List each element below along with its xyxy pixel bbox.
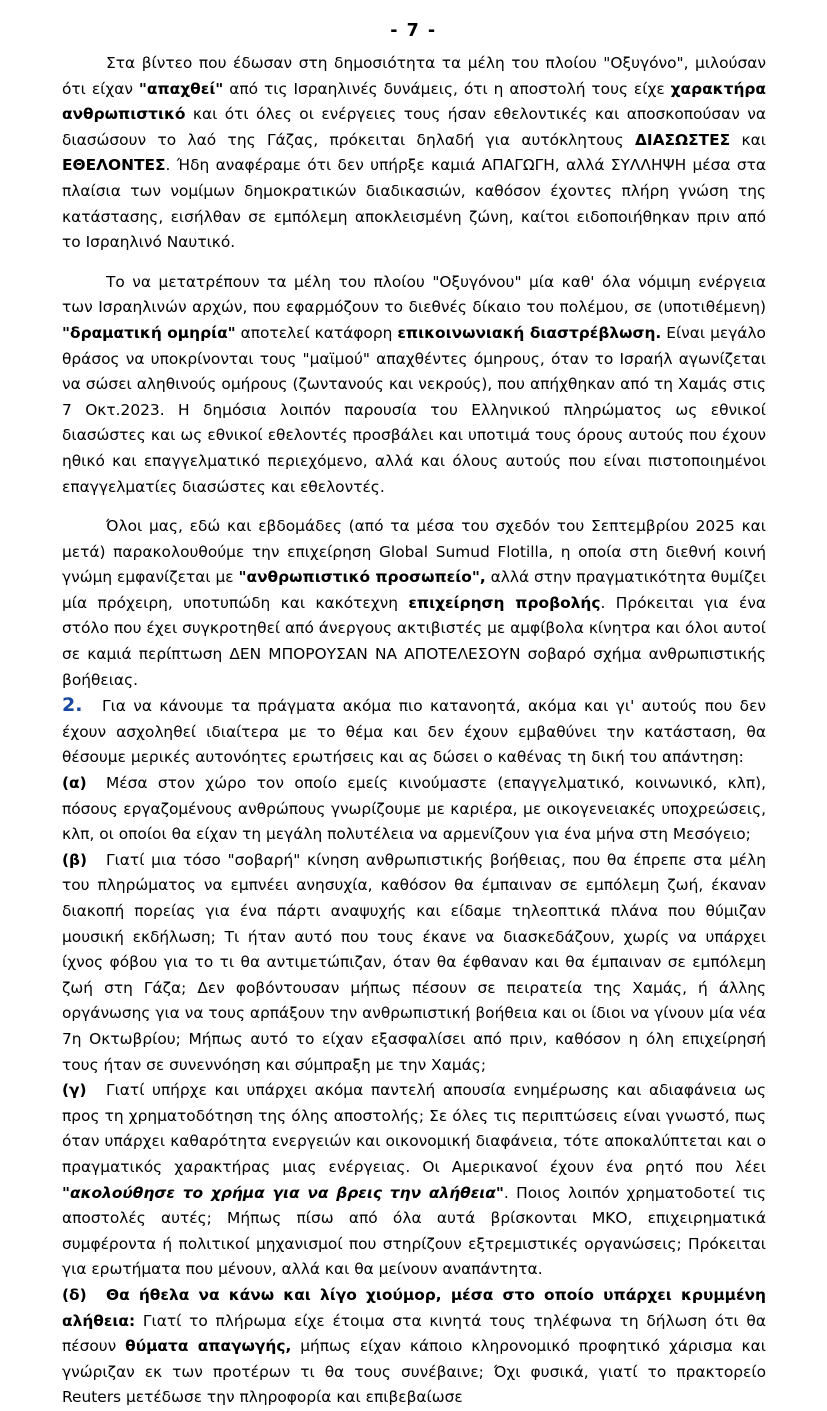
emphasis-run: ΔΙΑΣΩΣΤΕΣ bbox=[635, 130, 731, 149]
paragraph-3: Όλοι μας, εδώ και εβδομάδες (από τα μέσα του σχεδόν του Σεπτεμβρίου 2025 και μετά) παρακολουθούμε την επιχείρηση Global Sumud Flotilla, η οποία στη διεθνή κοινή γνώμη εμφανίζεται με "ανθρωπιστικό προσωπείο", αλλά στην πραγματικότητα θυμίζει μία πρόχειρη, υποτυπώδη και κακότεχνη επιχείρηση προβολής. Πρόκειται για ένα στόλο που έχει συγκροτηθεί από άνεργους ακτιβιστές με αμφίβολα κίνητρα και όλοι αυτοί σε καμιά περίπτωση ΔΕΝ ΜΠΟΡΟΥΣΑΝ ΝΑ ΑΠΟΤΕΛΕΣΟΥΝ σοβαρό σχήμα ανθρωπιστικής βοήθειας. bbox=[62, 517, 766, 689]
item-beta-text: Γιατί μια τόσο "σοβαρή" κίνηση ανθρωπιστικής βοήθειας, που θα έπρεπε στα μέλη του πληρώματος να εμπνέει ανησυχία, καθόσον θα έμπαιναν σε εμπόλεμη ζωή, έκαναν διακοπή πορείας για ένα πάρτι αναψυχής και είδαμε τηλεοπτικά πλάνα που θύμιζαν μουσική εκδήλωση; Τι ήταν αυτό που τους έκανε να διασκεδάζουν, χωρίς να υπάρχει ίχνος φόβου για το τι θα αντιμετώπιζαν, όταν θα έφθαναν και θα έμπαιναν σε εμπόλεμη ζωή στη Γάζα; Δεν φοβόντουσαν μήπως πέσουν σε πειρατεία της Χαμάς, ή άλλης οργάνωσης για να τους αρπάξουν την ανθρωπιστική βοήθεια και οι ίδιοι να γίνουν μία νέα 7η Οκτωβρίου; Μήπως αυτό το είχαν εξασφαλίσει από πριν, καθόσον η όλη επιχείρησή τους ήταν σε συνεννόηση και σύμπραξη με την Χαμάς; bbox=[62, 850, 766, 1074]
emphasis-run: επικοινωνιακή διαστρέβλωση. bbox=[397, 323, 662, 342]
section-2-marker: 2. bbox=[62, 694, 83, 717]
emphasis-run: "δραματική ομηρία" bbox=[62, 323, 236, 342]
document-body-column bbox=[62, 51, 766, 1411]
item-gamma-marker: (γ) bbox=[62, 1081, 87, 1100]
emphasis-run: θύματα απαγωγής, bbox=[125, 1337, 292, 1356]
item-beta-marker: (β) bbox=[62, 850, 88, 869]
emphasis-run: χαρακτήρα ανθρωπιστικό bbox=[62, 79, 766, 124]
item-beta-paragraph bbox=[62, 848, 766, 1078]
section-2-paragraph bbox=[62, 693, 766, 771]
item-alpha-text: Μέσα στον χώρο τον οποίο εμείς κινούμαστε (επαγγελματικό, κοινωνικό, κλπ), πόσους εργαζομένους ανθρώπους γνωρίζουμε με καριέρα, με οικογενειακές υποχρεώσεις, κλπ, οι οποίοι θα είχαν τη μεγάλη πολυτέλεια να αρμενίζουν για ένα μήνα στη Μεσόγειο; bbox=[62, 774, 766, 844]
item-alpha-marker: (α) bbox=[62, 774, 87, 793]
page-number-header: - 7 - bbox=[390, 21, 437, 41]
emphasis-run: "ακολούθησε το χρήμα για να βρεις την αλήθεια" bbox=[62, 1183, 504, 1202]
item-alpha-paragraph bbox=[62, 771, 766, 848]
item-gamma-text: Γιατί υπήρχε και υπάρχει ακόμα παντελή απουσία ενημέρωσης και αδιαφάνεια ως προς τη χρηματοδότηση της όλης αποστολής; Σε όλες τις περιπτώσεις είναι γνωστό, πως όταν υπάρχει καθαρότητα ενεργειών και οικονομική διαφάνεια, τότε αποκαλύπτεται και ο πραγματικός χαρακτήρας μιας ενέργειας. Οι Αμερικανοί έχουν ένα ρητό που λέει "ακολούθησε το χρήμα για να βρεις την αλήθεια". Ποιος λοιπόν χρηματοδοτεί τις αποστολές αυτές; Μήπως πίσω από όλα αυτά βρίσκονται ΜΚΟ, επιχειρηματικά συμφέροντα ή πολιτικοί μηχανισμοί που στηρίζουν εξτρεμιστικές οργανώσεις; Πρόκειται για ερωτήματα που μένουν, αλλά και θα μείνουν αναπάντητα. bbox=[62, 1081, 766, 1279]
emphasis-run: "ανθρωπιστικό προσωπείο", bbox=[238, 568, 486, 587]
item-gamma-paragraph bbox=[62, 1078, 766, 1283]
paragraph-1: Στα βίντεο που έδωσαν στη δημοσιότητα τα μέλη του πλοίου "Οξυγόνο", μιλούσαν ότι είχαν "απαχθεί" από τις Ισραηλινές δυνάμεις, ότι η αποστολή τους είχε χαρακτήρα ανθρωπιστικό και ότι όλες οι ενέργειες τους ήσαν εθελοντικές και αποσκοπούσαν να διασώσουν το λαό της Γάζας, πρόκειται δηλαδή για αυτόκλητους ΔΙΑΣΩΣΤΕΣ και ΕΘΕΛΟΝΤΕΣ. Ήδη αναφέραμε ότι δεν υπήρξε καμιά ΑΠΑΓΩΓΗ, αλλά ΣΥΛΛΗΨΗ μέσα στα πλαίσια των νομίμων δημοκρατικών διαδικασιών, καθόσον έχοντες πλήρη γνώση της κατάστασης, εισήλθαν σε εμπόλεμη αποκλεισμένη ζώνη, καίτοι ειδοποιήθηκαν πριν από το Ισραηλινό Ναυτικό. bbox=[62, 54, 766, 252]
item-delta-text: Θα ήθελα να κάνω και λίγο χιούμορ, μέσα στο οποίο υπάρχει κρυμμένη αλήθεια: Γιατί το πλήρωμα είχε έτοιμα στα κινητά τους τηλέφωνα τη δήλωση ότι θα πέσουν θύματα απαγωγής, μήπως είχαν κάποιο κληρονομικό προφητικό χάρισμα και γνώριζαν εκ των προτέρων τι θα τους συνέβαινε; Όχι φυσικά, γιατί το πρακτορείο Reuters μετέδωσε την πληροφορία και επιβεβαίωσε bbox=[62, 1285, 766, 1407]
paragraph-2: Το να μετατρέπουν τα μέλη του πλοίου "Οξυγόνου" μία καθ' όλα νόμιμη ενέργεια των Ισραηλινών αρχών, που εφαρμόζουν το διεθνές δίκαιο του πολέμου, σε (υποτιθέμενη) "δραματική ομηρία" αποτελεί κατάφορη επικοινωνιακή διαστρέβλωση. Είναι μεγάλο θράσος να υποκρίνονται τους "μαϊμού" απαχθέντες όμηρους, όταν το Ισραήλ αγωνίζεται να σώσει αληθινούς ομήρους (ζωντανούς και νεκρούς), που απήχθηκαν από τη Χαμάς στις 7 Οκτ.2023. Η δημόσια λοιπόν παρουσία του Ελληνικού πληρώματος ως εθνικοί διασώστες και ως εθνικοί εθελοντές προσβάλει και υποτιμά τους όρους αυτούς που έχουν ηθικό και επαγγελματικό περιεχόμενο, αλλά και όλους αυτούς που είναι πιστοποιημένοι επαγγελματίες διασώστες και εθελοντές. bbox=[62, 272, 766, 496]
item-delta-paragraph bbox=[62, 1283, 766, 1411]
item-delta-marker: (δ) bbox=[62, 1285, 87, 1304]
emphasis-run: "απαχθεί" bbox=[138, 79, 224, 98]
section-2-text: Για να κάνουμε τα πράγματα ακόμα πιο κατανοητά, ακόμα και γι' αυτούς που δεν έχουν ασχοληθεί ιδιαίτερα με το θέμα και δεν έχουν εμβαθύνει την κατάσταση, θα θέσουμε μερικές αυτονόητες ερωτήσεις και ας δώσει ο καθένας τη δική του απάντηση: bbox=[62, 697, 766, 767]
emphasis-run: Θα ήθελα να κάνω και λίγο χιούμορ, μέσα στο οποίο υπάρχει κρυμμένη αλήθεια: bbox=[62, 1285, 766, 1330]
emphasis-run: ΕΘΕΛΟΝΤΕΣ bbox=[62, 156, 166, 175]
emphasis-run: επιχείρηση προβολής bbox=[408, 593, 601, 612]
